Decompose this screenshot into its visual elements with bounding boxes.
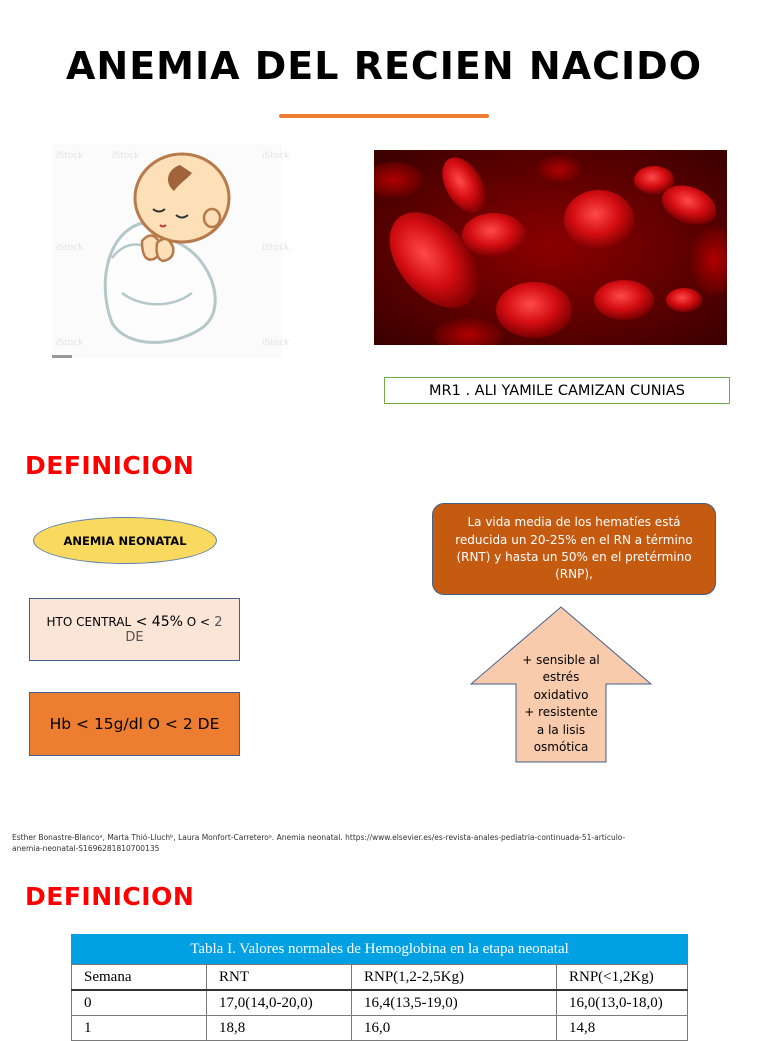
table-cell: 0: [72, 990, 207, 1016]
baby-illustration-image: iStock iStock iStock iStock iStock iStock iStock: [52, 143, 282, 358]
column-header: RNP(1,2-2,5Kg): [352, 965, 557, 991]
table-cell: 16,4(13,5-19,0): [352, 990, 557, 1016]
arrow-line: + sensible al: [522, 653, 600, 667]
column-header: Semana: [72, 965, 207, 991]
title-underline: [279, 114, 489, 118]
hto-threshold: < 45%: [131, 614, 183, 630]
table-cell: 17,0(14,0-20,0): [207, 990, 352, 1016]
arrow-line: oxidativo: [533, 687, 589, 702]
arrow-line: osmótica: [533, 739, 589, 754]
blood-cells-icon: [374, 150, 727, 345]
hto-central-box: [29, 598, 240, 661]
baby-icon: [52, 143, 282, 358]
column-header: RNP(<1,2Kg): [557, 965, 688, 991]
table-header-row: [72, 965, 688, 991]
reference-citation: Esther Bonastre-Blancoᵃ, Marta Thió-Lluchᵇ, Laura Monfort-Carreteroᵃ. Anemia neonatal. https://www.elsevier.es/es-revista-anales-pediatria-continuada-51-articulo-anemia-neonatal-S1696281810700135: [12, 833, 626, 853]
table-cell: 1: [72, 1016, 207, 1041]
table-row: [72, 990, 688, 1016]
section-heading-definicion: DEFINICION: [25, 451, 195, 480]
hematies-info-box: La vida media de los hematíes está reducida un 20-25% en el RN a término (RNT) y hasta un 50% en el pretérmino (RNP),: [432, 503, 716, 595]
arrow-line: a la lisis: [536, 722, 586, 737]
table-cell: 14,8: [557, 1016, 688, 1041]
author-box: MR1 . ALI YAMILE CAMIZAN CUNIAS: [384, 377, 730, 404]
hemoglobin-table: [71, 934, 688, 1041]
table-cell: 18,8: [207, 1016, 352, 1041]
red-blood-cells-image: [374, 150, 727, 345]
section-heading-definicion-2: DEFINICION: [25, 882, 195, 911]
table-cell: 16,0(13,0-18,0): [557, 990, 688, 1016]
page-title: ANEMIA DEL RECIEN NACIDO: [65, 44, 703, 88]
table-caption: Tabla I. Valores normales de Hemoglobina en la etapa neonatal: [71, 934, 688, 964]
hto-de: 2 DE: [125, 615, 223, 645]
table-row: [72, 1016, 688, 1041]
arrow-line: + resistente: [524, 705, 598, 720]
hto-or: O <: [182, 615, 211, 629]
column-header: RNT: [207, 965, 352, 991]
hb-threshold-box: Hb < 15g/dl O < 2 DE: [29, 692, 240, 756]
hto-label: HTO CENTRAL: [46, 615, 132, 629]
table-cell: 16,0: [352, 1016, 557, 1041]
arrow-line: estrés: [542, 670, 580, 685]
anemia-neonatal-ellipse: ANEMIA NEONATAL: [33, 517, 217, 564]
arrow-text: [510, 652, 612, 756]
